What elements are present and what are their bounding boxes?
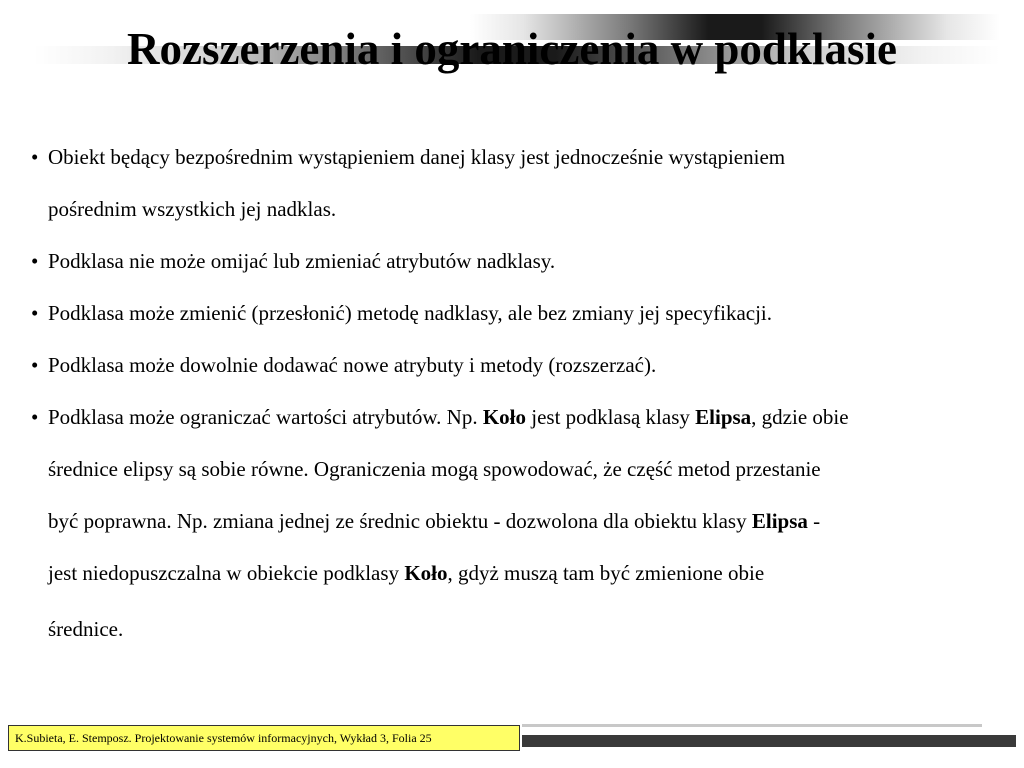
bullet-item: [28, 404, 1024, 642]
bullet-line: [48, 248, 1024, 274]
bullet-line: [48, 616, 1024, 642]
text-run: Podklasa może zmienić (przesłonić) metodę nadklasy, ale bez zmiany jej specyfikacji.: [48, 301, 773, 325]
text-run: Podklasa może dowolnie dodawać nowe atrybuty i metody (rozszerzać).: [48, 353, 657, 377]
text-run: Obiekt będący bezpośrednim wystąpieniem danej klasy jest jednocześnie wystąpieniem: [48, 145, 786, 169]
text-run: -: [807, 509, 821, 533]
text-run: Podklasa nie może omijać lub zmieniać atrybutów nadklasy.: [48, 249, 556, 273]
bullet-symbol: •: [31, 145, 39, 169]
bullet-item: [28, 300, 1024, 326]
slide-title: Rozszerzenia i ograniczenia w podklasie: [127, 24, 897, 74]
slide-content: [28, 144, 1024, 642]
text-run: średnice elipsy są sobie równe. Ograniczenia mogą spowodować, że część metod przestanie: [48, 457, 821, 481]
text-run: , gdyż muszą tam być zmienione obie: [447, 561, 765, 585]
footer-bar: [522, 735, 1016, 747]
bullet-symbol: •: [31, 405, 39, 429]
bullet-item: [28, 248, 1024, 274]
bullet-symbol: •: [31, 301, 39, 325]
bullet-item: [28, 144, 1024, 222]
bold-term-elipsa: Elipsa: [751, 509, 808, 533]
bold-term-elipsa: Elipsa: [695, 405, 752, 429]
text-run: jest niedopuszczalna w obiekcie podklasy: [48, 561, 405, 585]
text-run: średnice.: [48, 617, 124, 641]
bullet-line: [48, 300, 1024, 326]
text-run: jest podklasą klasy: [526, 405, 696, 429]
bullet-line: [48, 144, 1024, 170]
bullet-item: [28, 352, 1024, 378]
text-run: Podklasa może ograniczać wartości atrybutów. Np.: [48, 405, 483, 429]
footer-citation: K.Subieta, E. Stemposz. Projektowanie systemów informacyjnych, Wykład 3, Folia 25: [8, 725, 520, 751]
bold-term-kolo: Koło: [482, 405, 526, 429]
bullet-line: [48, 196, 1024, 222]
bullet-line: [48, 404, 1024, 430]
bullet-line: [48, 456, 1024, 482]
bold-term-kolo: Koło: [404, 561, 448, 585]
bullet-line: [48, 508, 1024, 534]
text-run: pośrednim wszystkich jej nadklas.: [48, 197, 337, 221]
bullet-line: [48, 560, 1024, 586]
text-run: być poprawna. Np. zmiana jednej ze średnic obiektu - dozwolona dla obiektu klasy: [48, 509, 752, 533]
bullet-line: [48, 352, 1024, 378]
bullet-symbol: •: [31, 249, 39, 273]
footer-rule: [522, 724, 982, 727]
bullet-symbol: •: [31, 353, 39, 377]
text-run: , gdzie obie: [751, 405, 849, 429]
